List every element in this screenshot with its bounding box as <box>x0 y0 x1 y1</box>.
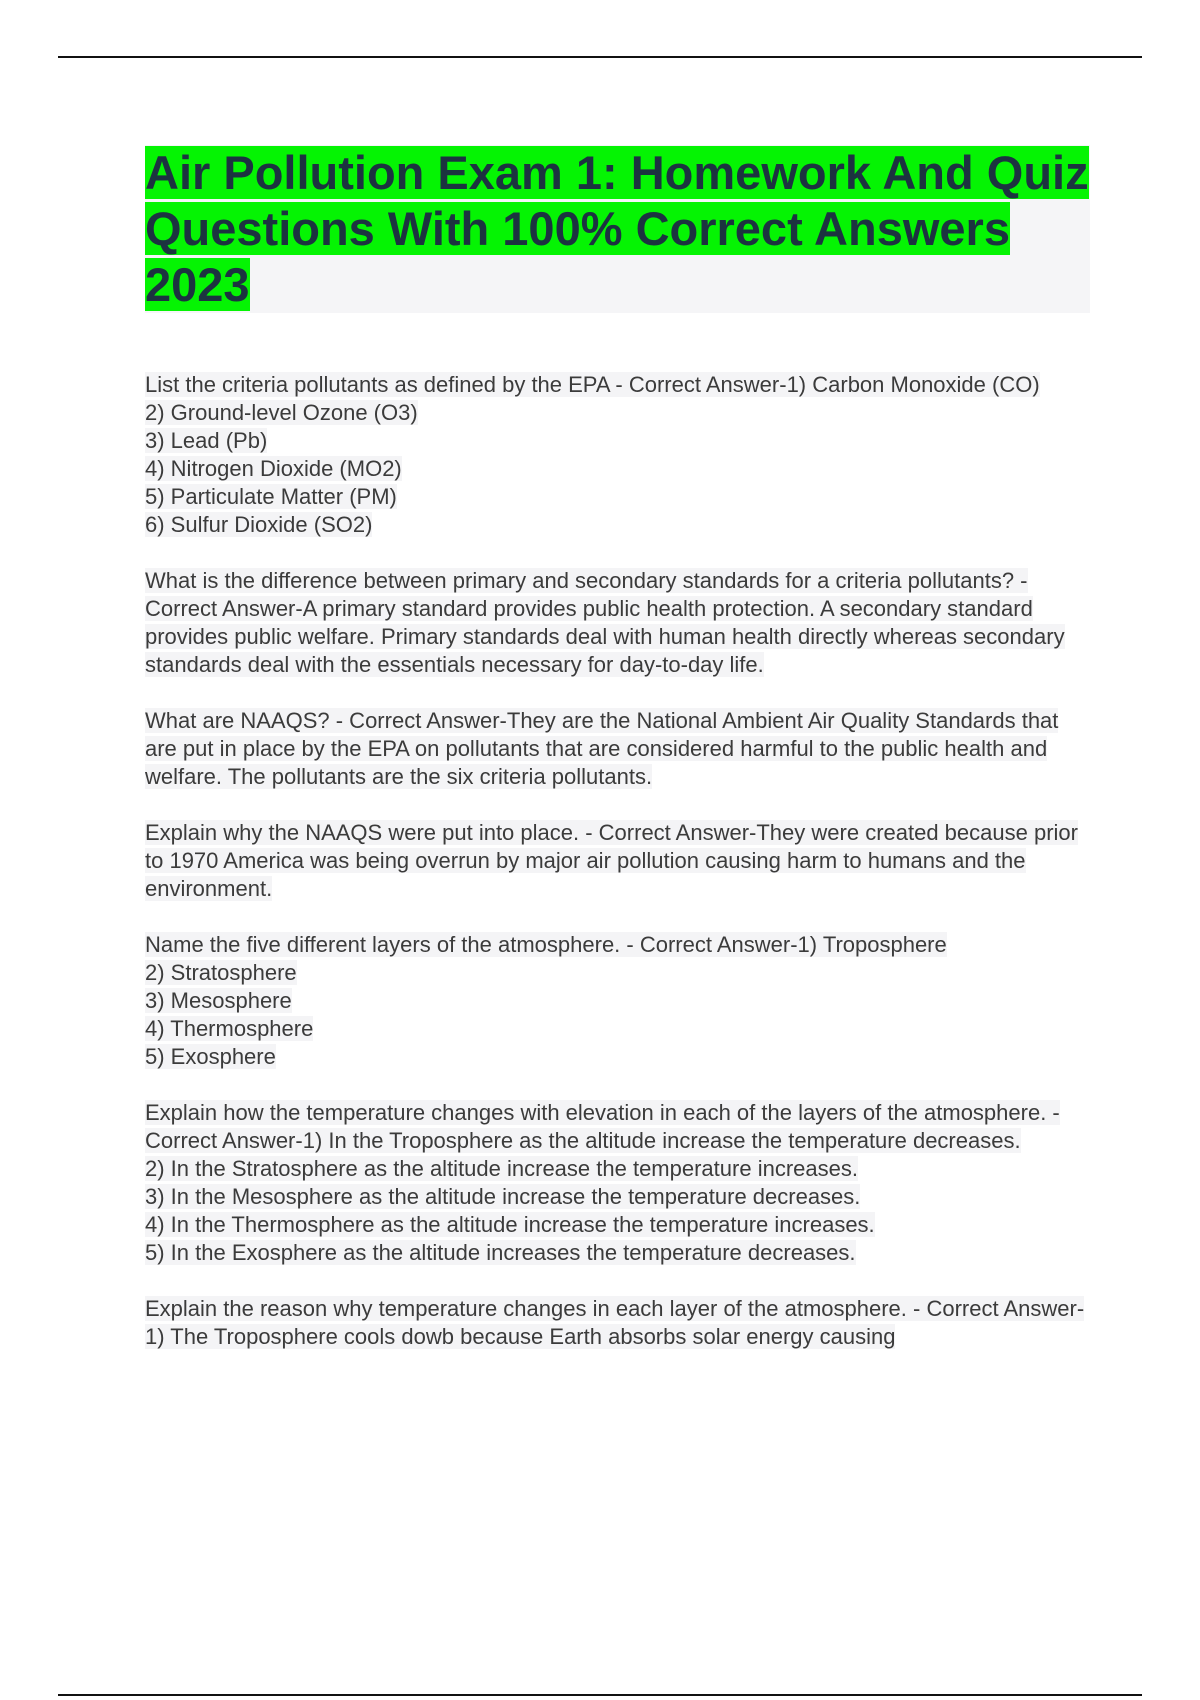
qa-text: 5) Exosphere <box>145 1044 276 1069</box>
qa-text: What is the difference between primary and secondary standards for a criteria pollutants? - Correct Answer-A primary standard provides public health protection. A secondary standard provides public welfare. Primary standards deal with human health directly whereas secondary standards deal with the essentials necessary for day-to-day life. <box>145 568 1065 677</box>
qa-answer-line <box>145 987 1090 1015</box>
qa-answer-line <box>145 1155 1090 1183</box>
qa-answer-line <box>145 511 1090 539</box>
document-body <box>145 145 1090 1379</box>
qa-item <box>145 371 1090 539</box>
qa-text: List the criteria pollutants as defined by the EPA - Correct Answer-1) Carbon Monoxide (CO) <box>145 372 1040 397</box>
qa-text: 4) Thermosphere <box>145 1016 314 1041</box>
qa-answer-line <box>145 1211 1090 1239</box>
qa-text: 2) In the Stratosphere as the altitude increase the temperature increases. <box>145 1156 858 1181</box>
qa-item <box>145 1295 1090 1351</box>
document-title-highlight: Air Pollution Exam 1: Homework And Quiz Questions With 100% Correct Answers 2023 <box>145 146 1089 311</box>
document-title <box>145 145 1090 313</box>
qa-question-line <box>145 371 1090 399</box>
qa-text: 5) Particulate Matter (PM) <box>145 484 397 509</box>
qa-list <box>145 371 1090 1351</box>
qa-answer-line <box>145 1015 1090 1043</box>
page-top-rule <box>58 56 1142 58</box>
title-block <box>145 145 1090 313</box>
qa-item <box>145 567 1090 679</box>
qa-item <box>145 819 1090 903</box>
qa-question-line <box>145 819 1090 903</box>
qa-text: 4) Nitrogen Dioxide (MO2) <box>145 456 402 481</box>
qa-answer-line <box>145 483 1090 511</box>
qa-answer-line <box>145 427 1090 455</box>
qa-answer-line <box>145 959 1090 987</box>
qa-item <box>145 1099 1090 1267</box>
qa-answer-line <box>145 455 1090 483</box>
qa-text: 2) Ground-level Ozone (O3) <box>145 400 418 425</box>
qa-text: What are NAAQS? - Correct Answer-They are the National Ambient Air Quality Standards that are put in place by the EPA on pollutants that are considered harmful to the public health and welfare. The pollutants are the six criteria pollutants. <box>145 708 1059 789</box>
qa-answer-line <box>145 399 1090 427</box>
qa-text: 5) In the Exosphere as the altitude increases the temperature decreases. <box>145 1240 856 1265</box>
qa-text: Explain why the NAAQS were put into place. - Correct Answer-They were created because prior to 1970 America was being overrun by major air pollution causing harm to humans and the environment. <box>145 820 1078 901</box>
qa-text: 3) In the Mesosphere as the altitude increase the temperature decreases. <box>145 1184 861 1209</box>
qa-text: Explain the reason why temperature changes in each layer of the atmosphere. - Correct Answer-1) The Troposphere cools dowb because Earth absorbs solar energy causing <box>145 1296 1085 1349</box>
qa-question-line <box>145 1099 1090 1155</box>
qa-text: 2) Stratosphere <box>145 960 297 985</box>
qa-question-line <box>145 1295 1090 1351</box>
qa-answer-line <box>145 1239 1090 1267</box>
qa-answer-line <box>145 1043 1090 1071</box>
page-bottom-rule <box>58 1694 1142 1696</box>
qa-text: 3) Lead (Pb) <box>145 428 268 453</box>
qa-question-line <box>145 707 1090 791</box>
qa-text: Explain how the temperature changes with elevation in each of the layers of the atmosphere. - Correct Answer-1) In the Troposphere as the altitude increase the temperature decreases. <box>145 1100 1060 1153</box>
qa-text: 4) In the Thermosphere as the altitude increase the temperature increases. <box>145 1212 875 1237</box>
qa-text: 6) Sulfur Dioxide (SO2) <box>145 512 373 537</box>
qa-answer-line <box>145 1183 1090 1211</box>
qa-item <box>145 931 1090 1071</box>
qa-text: 3) Mesosphere <box>145 988 292 1013</box>
qa-item <box>145 707 1090 791</box>
qa-text: Name the five different layers of the atmosphere. - Correct Answer-1) Troposphere <box>145 932 947 957</box>
qa-question-line <box>145 567 1090 679</box>
qa-question-line <box>145 931 1090 959</box>
